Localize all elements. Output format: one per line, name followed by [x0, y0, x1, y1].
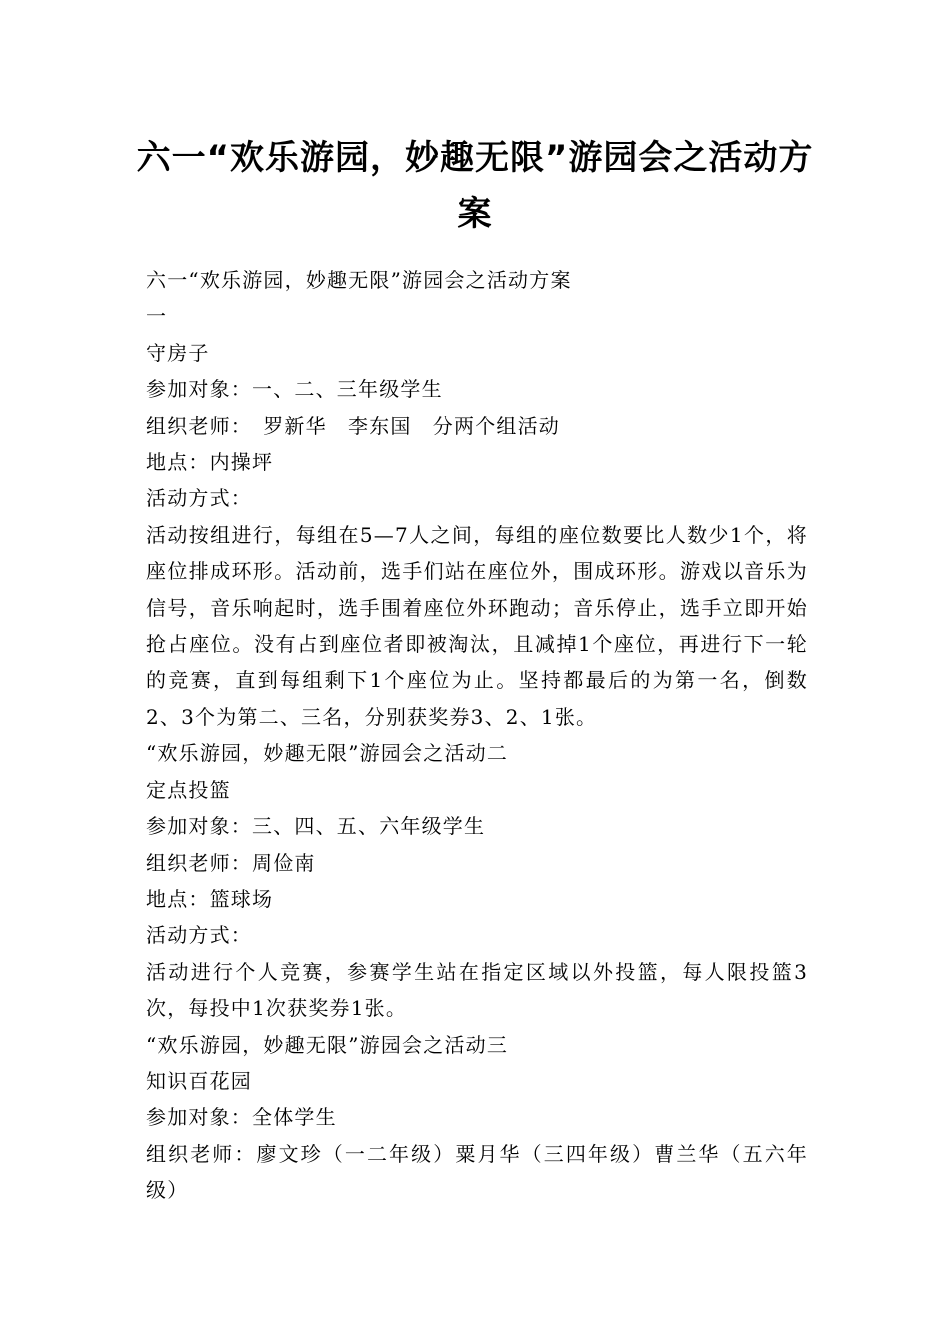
document-body [146, 262, 808, 1209]
participants: 参加对象：全体学生 [146, 1105, 337, 1130]
method-heading: 活动方式： [146, 923, 252, 948]
activity-name: 知识百花园 [146, 1068, 252, 1093]
section-number: 一 [146, 304, 168, 329]
method-paragraph: 活动进行个人竞赛，参赛学生站在指定区域以外投篮，每人限投篮3次，每投中1次获奖券1张。 [146, 959, 808, 1021]
method-paragraph: 活动按组进行，每组在5—7人之间，每组的座位数要比人数少1个，将座位排成环形。活动前，选手们站在座位外，围成环形。游戏以音乐为信号，音乐响起时，选手围着座位外环跑动；音乐停止，选手立即开始抢占座位。没有占到座位者即被淘汰，且减掉1个座位，再进行下一轮的竞赛，直到每组剩下1个座位为止。坚持都最后的为第一名，倒数2、3个为第二、三名，分别获奖券3、2、1张。 [146, 522, 808, 729]
location: 地点：篮球场 [146, 886, 274, 911]
activity-name: 定点投篮 [146, 777, 231, 802]
method-heading: 活动方式： [146, 486, 252, 511]
participants: 参加对象：一、二、三年级学生 [146, 377, 443, 402]
organizers: 组织老师：廖文珍（一二年级）粟月华（三四年级）曹兰华（五六年级） [146, 1141, 808, 1203]
location: 地点：内操坪 [146, 450, 274, 475]
participants: 参加对象：三、四、五、六年级学生 [146, 814, 486, 839]
activity-heading: “欢乐游园，妙趣无限”游园会之活动三 [146, 1032, 509, 1057]
document-title: 六一“欢乐游园，妙趣无限”游园会之活动方案 [136, 138, 814, 234]
organizers: 组织老师：周俭南 [146, 850, 316, 875]
organizers: 组织老师： 罗新华 李东国 分两个组活动 [146, 413, 560, 438]
activity-name: 守房子 [146, 340, 210, 365]
body-subtitle: 六一“欢乐游园，妙趣无限”游园会之活动方案 [146, 268, 572, 292]
activity-heading: “欢乐游园，妙趣无限”游园会之活动二 [146, 741, 509, 766]
